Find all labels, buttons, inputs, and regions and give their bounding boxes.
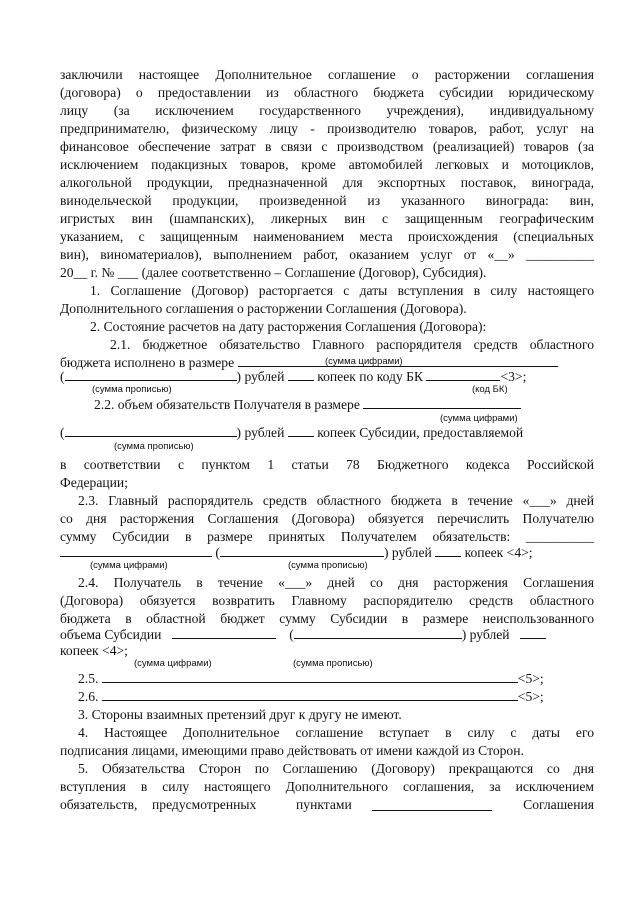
clause-2-1-text: бюджета исполнено в размере (60, 355, 235, 370)
sum-words-blank (65, 424, 237, 437)
clause-2-3-line: сумму Субсидии в размере принятых Получателем обязательств: __________ (60, 529, 594, 544)
clause-2-1-amount-line: ( ) рублей копеек по коду БК <3>; (60, 369, 527, 384)
clause-4-line: подписания лицами, имеющими право действовать от имени каждой из Сторон. (60, 743, 524, 758)
clause-1-line: 1. Соглашение (Договор) расторгается с даты вступления в силу настоящего (90, 283, 594, 298)
caption-sum-words: (сумма прописью) (288, 560, 368, 571)
caption-sum-digits: (сумма цифрами) (134, 658, 212, 669)
blank-line (102, 670, 518, 683)
intro-line: 20__ г. № ___ (далее соответственно – Соглашение (Договор), Субсидия). (60, 265, 487, 280)
clause-2-2-cont: в соответствии с пунктом 1 статьи 78 Бюджетного кодекса Российской (60, 457, 594, 472)
clause-5-line: вступления в силу настоящего Дополнительного соглашения, за исключением (60, 779, 594, 794)
kopeks-blank (288, 368, 314, 381)
clause-2-5-line: 2.5. <5>; (78, 671, 544, 686)
clause-2-4-line: бюджета в областной бюджет сумму Субсидии в размере неиспользованного (60, 611, 594, 626)
clause-2-3-line: со дня расторжения Соглашения (Договора) обязуется перечислить Получателю (60, 511, 594, 526)
caption-sum-digits: (сумма цифрами) (90, 560, 168, 571)
blank-line (102, 688, 518, 701)
kopeks-blank (435, 544, 461, 557)
clause-2-4-line: 2.4. Получатель в течение «___» дней со дня расторжения Соглашения (78, 575, 594, 590)
caption-sum-words: (сумма прописью) (114, 441, 194, 452)
intro-line: предпринимателю, физическому лицу - производителю товаров, работ, услуг на (60, 121, 594, 136)
caption-kbk: (код БК) (472, 384, 508, 395)
clause-2-4-kopeks: копеек <4>; (60, 643, 128, 658)
clause-2-6-line: 2.6. <5>; (78, 689, 544, 704)
caption-sum-words: (сумма прописью) (293, 658, 373, 669)
kbk-blank (426, 368, 500, 381)
clause-2-3-amount-line: ( ) рублей копеек <4>; (60, 544, 594, 562)
blank-line (372, 798, 492, 811)
clause-2-heading: 2. Состояние расчетов на дату расторжения Соглашения (Договора): (90, 319, 487, 334)
intro-line: заключили настоящее Дополнительное соглашение о расторжении соглашения (60, 67, 594, 82)
caption-sum-digits: (сумма цифрами) (440, 413, 518, 424)
clause-2-2-line: 2.2. объем обязательств Получателя в размере (94, 396, 594, 414)
caption-sum-words: (сумма прописью) (92, 384, 172, 395)
sum-digits-blank (60, 544, 212, 557)
sum-words-blank (65, 368, 237, 381)
sum-words-blank (220, 544, 384, 557)
kopeks-blank (520, 626, 546, 639)
intro-line: винодельческой продукции, произведенной из указанного винограда: вин, (60, 193, 594, 208)
clause-3: 3. Стороны взаимных претензий друг к другу не имеют. (78, 707, 402, 722)
intro-line: вин), виноматериалов), выполнением работ, оказанием услуг от «__» __________ (60, 247, 594, 262)
kopeks-blank (288, 424, 314, 437)
clause-5-line: 5. Обязательства Сторон по Соглашению (Договору) прекращаются со дня (78, 761, 594, 776)
sum-digits-blank (363, 396, 521, 409)
intro-line: исключением подакцизных товаров, кроме автомобилей легковых и мотоциклов, (60, 157, 594, 172)
sum-digits-blank (172, 626, 276, 639)
intro-line: (договора) о предоставлении из областного бюджета субсидии юридическому (60, 85, 594, 100)
intro-line: лицу (за исключением государственного учреждения), индивидуальному (60, 103, 594, 118)
clause-2-2-cont: Федерации; (60, 475, 128, 490)
clause-1-line: Дополнительного соглашения о расторжении Соглашения (Договора). (60, 301, 467, 316)
intro-line: указанием, с защищенным наименованием места происхождения (специальных (60, 229, 594, 244)
clause-2-2-amount-line: ( ) рублей копеек Субсидии, предоставляемой (60, 425, 524, 440)
clause-2-4-amount-line: объема Субсидии ( ) рублей (60, 626, 594, 644)
clause-5-line: обязательств, предусмотренных пунктами Соглашения (60, 797, 594, 812)
clause-2-1-line: 2.1. бюджетное обязательство Главного распорядителя средств областного (110, 337, 594, 352)
caption-sum-digits: (сумма цифрами) (325, 356, 403, 367)
clause-2-4-line: (Договора) обязуется возвратить Главному распорядителю средств областного (60, 593, 594, 608)
sum-words-blank (294, 626, 462, 639)
clause-4-line: 4. Настоящее Дополнительное соглашение вступает в силу с даты его (78, 725, 594, 740)
intro-line: игристых вин (шампанских), ликерных вин с защищенным географическим (60, 211, 594, 226)
intro-line: финансовое обеспечение затрат в связи с производством (реализацией) товаров (за (60, 139, 594, 154)
intro-line: алкогольной продукции, предназначенной для экспортных поставок, винограда, (60, 175, 594, 190)
clause-2-3-line: 2.3. Главный распорядитель средств областного бюджета в течение «___» дней (78, 493, 594, 508)
